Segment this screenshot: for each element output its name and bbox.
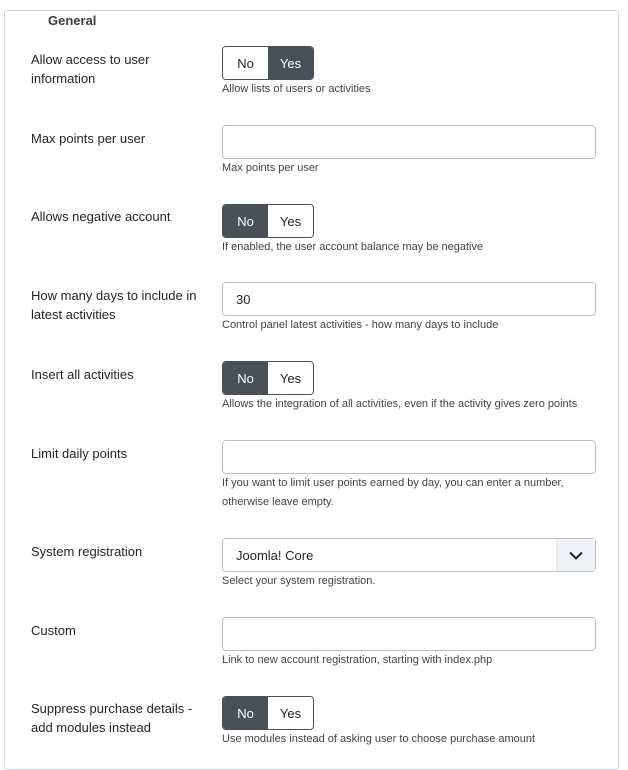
insert-all-label: Insert all activities bbox=[31, 367, 134, 382]
access-toggle[interactable] bbox=[222, 46, 314, 80]
system-reg-label: System registration bbox=[31, 544, 143, 559]
negative-no-option[interactable]: No bbox=[223, 205, 268, 237]
insert-all-toggle[interactable] bbox=[222, 361, 314, 395]
custom-description: Link to new account registration, starting with index.php bbox=[222, 654, 493, 666]
suppress-toggle[interactable] bbox=[222, 696, 314, 730]
access-yes-option[interactable]: Yes bbox=[268, 47, 313, 79]
days-label: How many days to include in latest activities bbox=[31, 288, 197, 322]
limit-daily-input[interactable] bbox=[222, 440, 596, 474]
limit-daily-description-line2: otherwise leave empty. bbox=[222, 496, 334, 508]
negative-yes-option[interactable]: Yes bbox=[268, 205, 313, 237]
system-reg-select[interactable] bbox=[222, 538, 596, 572]
limit-daily-label: Limit daily points bbox=[31, 446, 128, 461]
insert-all-no-option[interactable]: No bbox=[223, 362, 268, 394]
negative-toggle[interactable] bbox=[222, 204, 314, 238]
insert-all-yes-option[interactable]: Yes bbox=[268, 362, 313, 394]
suppress-description: Use modules instead of asking user to choose purchase amount bbox=[222, 733, 536, 745]
custom-input[interactable] bbox=[222, 617, 596, 651]
limit-daily-description-line1: If you want to limit user points earned by day, you can enter a number, bbox=[222, 477, 564, 489]
chevron-down-icon[interactable] bbox=[556, 539, 595, 571]
max-points-description: Max points per user bbox=[222, 162, 319, 174]
system-reg-value: Joomla! Core bbox=[236, 547, 314, 563]
suppress-label: Suppress purchase details - add modules instead bbox=[31, 701, 193, 735]
negative-description: If enabled, the user account balance may be negative bbox=[222, 241, 484, 253]
days-description: Control panel latest activities - how many days to include bbox=[222, 319, 499, 331]
suppress-yes-option[interactable]: Yes bbox=[268, 697, 313, 729]
days-input[interactable]: 30 bbox=[222, 282, 596, 316]
system-reg-description: Select your system registration. bbox=[222, 575, 376, 587]
access-no-option[interactable]: No bbox=[223, 47, 268, 79]
insert-all-description: Allows the integration of all activities, even if the activity gives zero points bbox=[222, 398, 578, 410]
max-points-label: Max points per user bbox=[31, 131, 146, 146]
negative-label: Allows negative account bbox=[31, 209, 171, 224]
suppress-no-option[interactable]: No bbox=[223, 697, 268, 729]
custom-label: Custom bbox=[31, 623, 76, 638]
fieldset-legend: General bbox=[41, 13, 103, 29]
max-points-input[interactable] bbox=[222, 125, 596, 159]
access-label: Allow access to user information bbox=[31, 52, 150, 86]
access-description: Allow lists of users or activities bbox=[222, 83, 371, 95]
